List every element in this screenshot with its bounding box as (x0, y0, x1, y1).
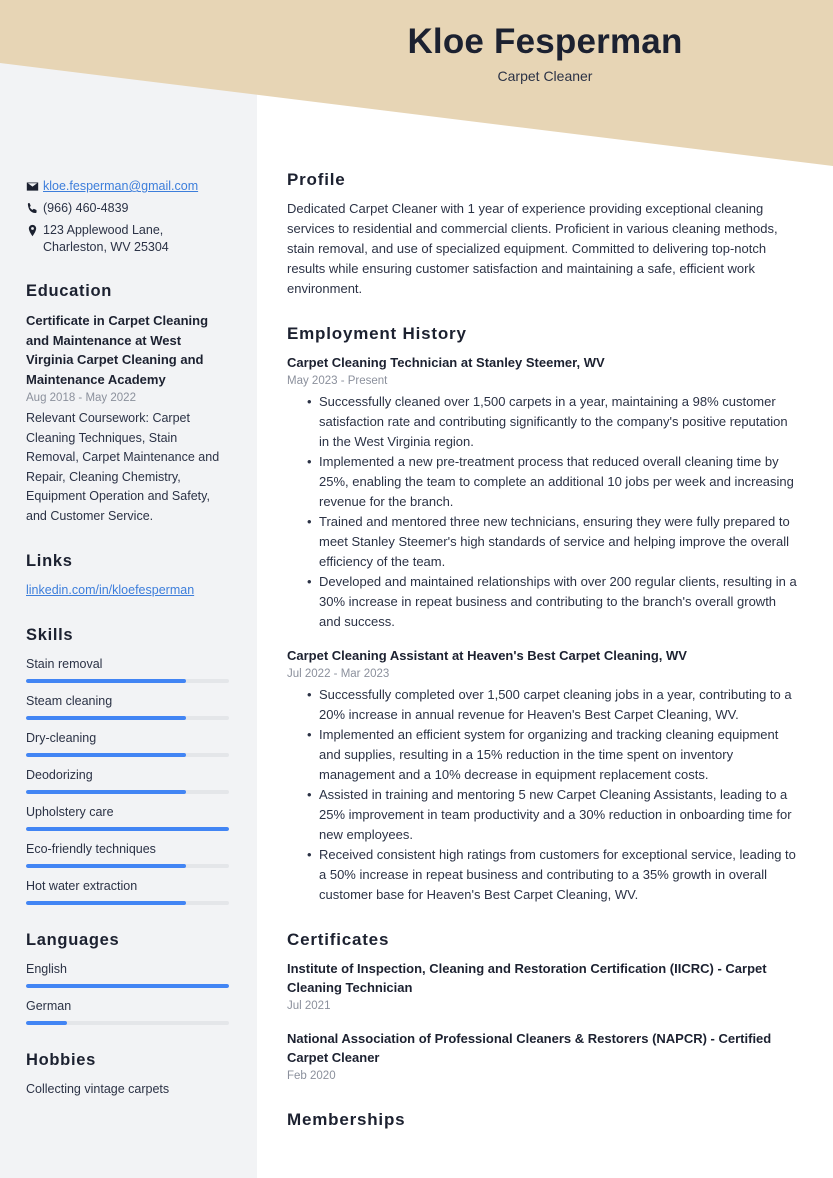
education-description: Relevant Coursework: Carpet Cleaning Techniques, Stain Removal, Carpet Maintenance and Repair, Cleaning Chemistry, Equipment Operation and Safety, and Customer Service. (26, 411, 220, 523)
address-line-1: 123 Applewood Lane, (43, 223, 164, 237)
job-bullet: • Successfully completed over 1,500 carpet cleaning jobs in a year, contributing to a 20% increase in annual revenue for Heaven's Best Carpet Cleaning, WV. (307, 685, 798, 725)
skill-label: Dry-cleaning (26, 731, 97, 745)
certificates-list (287, 959, 798, 1085)
languages-heading: Languages (26, 931, 120, 949)
skill-level-fill (26, 790, 186, 794)
job-entry (287, 646, 798, 905)
language-item (26, 960, 229, 988)
contact-phone-text: (966) 460-4839 (43, 201, 129, 215)
skill-label: Eco-friendly techniques (26, 842, 156, 856)
candidate-name: Kloe Fesperman (407, 22, 683, 61)
job-bullet-list (287, 392, 798, 632)
certificate-entry (287, 959, 798, 1015)
job-bullet: • Assisted in training and mentoring 5 new Carpet Cleaning Assistants, leading to a 25% improvement in team productivity and a 30% reduction in onboarding time for new employees. (307, 785, 798, 845)
employment-section (287, 324, 798, 905)
job-bullet: • Received consistent high ratings from customers for exceptional service, leading to a 50% increase in repeat business and contributing to a 35% growth in overall customer base for Heaven's Best Carpet Cleaning, WV. (307, 845, 798, 905)
certificate-date: Jul 2021 (287, 1000, 331, 1012)
certificates-section (287, 930, 798, 1085)
job-entry (287, 353, 798, 632)
language-level-track (26, 1021, 229, 1025)
skill-item (26, 729, 229, 757)
skills-section (26, 626, 229, 905)
certificate-title: Institute of Inspection, Cleaning and Restoration Certification (IICRC) - Carpet Cleaning Technician (287, 961, 767, 995)
links-section (26, 552, 229, 600)
job-bullet: • Implemented a new pre-treatment process that reduced overall cleaning time by 25%, enabling the team to complete an additional 10 jobs per week and increasing revenue for the branch. (307, 452, 798, 512)
skills-heading: Skills (26, 626, 74, 644)
profile-section (287, 170, 798, 299)
skill-item (26, 840, 229, 868)
skill-level-track (26, 790, 229, 794)
skill-label: Stain removal (26, 657, 103, 671)
skills-list (26, 655, 229, 905)
contact-address-row (26, 222, 229, 256)
skill-label: Hot water extraction (26, 879, 138, 893)
job-title: Carpet Cleaning Assistant at Heaven's Best Carpet Cleaning, WV (287, 648, 687, 663)
skill-item (26, 877, 229, 905)
jobs-list (287, 353, 798, 905)
skill-level-track (26, 753, 229, 757)
skill-label: Steam cleaning (26, 694, 113, 708)
languages-section (26, 931, 229, 1025)
skill-item (26, 692, 229, 720)
certificates-heading: Certificates (287, 930, 390, 949)
address-line-2: Charleston, WV 25304 (43, 240, 169, 254)
job-date: May 2023 - Present (287, 375, 388, 387)
contact-address-text (43, 222, 229, 256)
memberships-heading: Memberships (287, 1110, 406, 1129)
location-pin-icon (26, 222, 43, 237)
hobbies-heading: Hobbies (26, 1051, 96, 1069)
job-date: Jul 2022 - Mar 2023 (287, 668, 390, 680)
contact-email-row (26, 178, 229, 195)
language-label: German (26, 999, 72, 1013)
skill-level-fill (26, 827, 229, 831)
link-item (26, 581, 229, 600)
certificate-title: National Association of Professional Cleaners & Restorers (NAPCR) - Certified Carpet Cleaner (287, 1031, 772, 1065)
job-bullet: • Successfully cleaned over 1,500 carpets in a year, maintaining a 98% customer satisfaction rate and contributing significantly to the company's positive reputation in the West Virginia region. (307, 392, 798, 452)
sidebar (0, 0, 257, 1125)
skill-level-track (26, 864, 229, 868)
employment-heading: Employment History (287, 324, 467, 343)
languages-list (26, 960, 229, 1025)
skill-level-fill (26, 901, 186, 905)
email-link[interactable]: kloe.fesperman@gmail.com (43, 179, 199, 193)
contact-list (26, 178, 229, 256)
language-item (26, 997, 229, 1025)
skill-label: Deodorizing (26, 768, 93, 782)
job-bullet: • Implemented an efficient system for organizing and tracking cleaning equipment and supplies, resulting in a 15% reduction in the time spent on inventory management and a 10% decrease in equipment replacement costs. (307, 725, 798, 785)
certificate-entry (287, 1029, 798, 1085)
language-label: English (26, 962, 67, 976)
education-section (26, 282, 229, 526)
hobby-item: Collecting vintage carpets (26, 1082, 170, 1096)
envelope-icon (26, 178, 43, 193)
education-item (26, 311, 229, 526)
links-heading: Links (26, 552, 73, 570)
skill-item (26, 655, 229, 683)
profile-text: Dedicated Carpet Cleaner with 1 year of experience providing exceptional cleaning services to residential and commercial clients. Proficient in various cleaning methods, stain removal, and use of specialized equipment. Committed to delivering top-notch results while ensuring customer satisfaction and maintaining a safe, efficient work environment. (287, 201, 778, 296)
skill-level-track (26, 901, 229, 905)
education-title: Certificate in Carpet Cleaning and Maintenance at West Virginia Carpet Cleaning and Maintenance Academy (26, 313, 209, 387)
contact-phone-row (26, 200, 229, 217)
certificate-date: Feb 2020 (287, 1070, 336, 1082)
skill-level-track (26, 827, 229, 831)
skill-item (26, 766, 229, 794)
skill-item (26, 803, 229, 831)
contact-email-text (43, 178, 229, 195)
skill-level-fill (26, 864, 186, 868)
job-bullet-list (287, 685, 798, 905)
skill-level-fill (26, 716, 186, 720)
candidate-job-title: Carpet Cleaner (497, 68, 593, 84)
job-bullet: • Developed and maintained relationships with over 200 regular clients, resulting in a 30% increase in repeat business and contributing to the branch's overall growth and success. (307, 572, 798, 632)
language-level-track (26, 984, 229, 988)
hobbies-section (26, 1051, 229, 1099)
skill-level-track (26, 679, 229, 683)
job-title: Carpet Cleaning Technician at Stanley Steemer, WV (287, 355, 605, 370)
education-date: Aug 2018 - May 2022 (26, 392, 136, 404)
memberships-section (287, 1110, 798, 1130)
skill-level-fill (26, 753, 186, 757)
job-bullet: • Trained and mentored three new technicians, ensuring they were fully prepared to meet Stanley Steemer's high standards of service and helping improve the overall efficiency of the team. (307, 512, 798, 572)
skill-level-track (26, 716, 229, 720)
education-heading: Education (26, 282, 113, 300)
language-level-fill (26, 1021, 67, 1025)
main-column (257, 0, 833, 1155)
linkedin-link[interactable]: linkedin.com/in/kloefesperman (26, 583, 195, 597)
skill-label: Upholstery care (26, 805, 114, 819)
phone-icon (26, 200, 43, 215)
language-level-fill (26, 984, 229, 988)
skill-level-fill (26, 679, 186, 683)
profile-heading: Profile (287, 170, 346, 189)
